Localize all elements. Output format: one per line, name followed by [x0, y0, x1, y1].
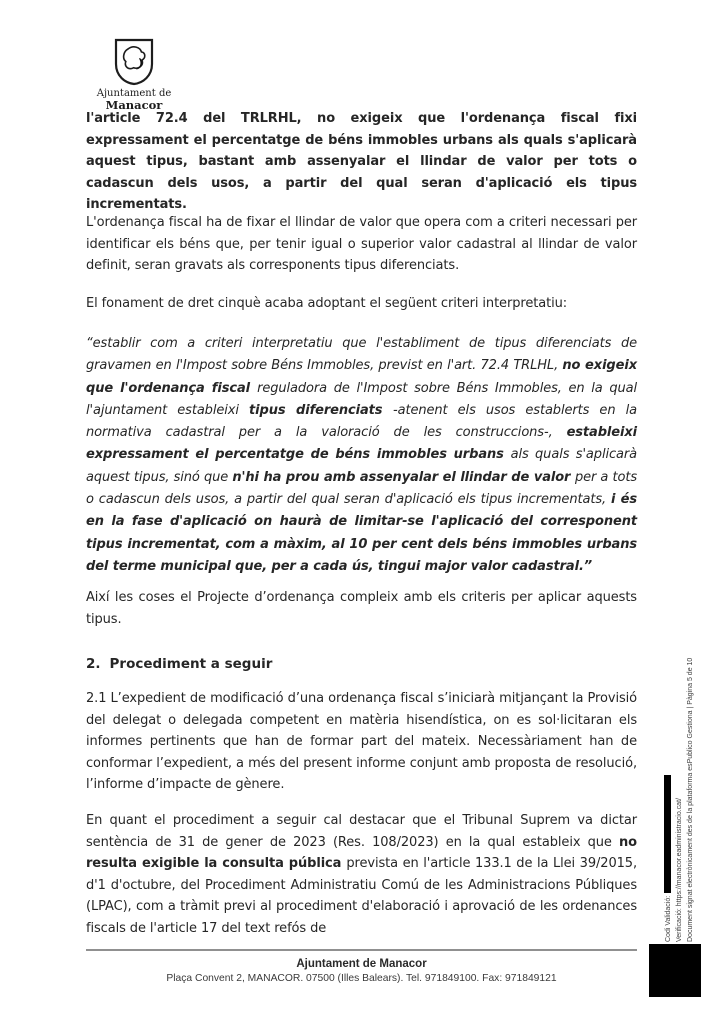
- section-heading-text: Procediment a seguir: [109, 656, 273, 672]
- section-heading-procediment: [86, 655, 637, 673]
- blockquote-criteri-interpretatiu: “establir com a criteri interpretatiu que l'establiment de tipus diferenciats de gravamen en l'Impost sobre Béns Immobles, previst en l'art. 72.4 TRLHL, no exigeix que l'ordenança fiscal reguladora de l'Impost sobre Béns Immobles, en la qual l'ajuntament estableixi tipus diferenciats -atenent els usos establerts en la normativa cadastral per a la valoració de les construccions-, estableixi expressament el percentatge de béns immobles urbans als quals s'aplicarà aquest tipus, sinó que n'hi ha prou amb assenyalar el llindar de valor per a tots o cadascun dels usos, a partir del qual seran d'aplicació els tipus incrementats, i és en la fase d'aplicació on haurà de limitar-se l'aplicació del corresponent tipus incrementat, com a màxim, al 10 per cent dels béns immobles urbans del terme municipal que, per a cada ús, tingui major valor cadastral.”: [86, 336, 638, 574]
- paragraph-intro-bold: l'article 72.4 del TRLRHL, no exigeix que l'ordenança fiscal fixi expressament el percentatge de béns immobles urbans als quals s'aplicarà aquest tipus, bastant amb assenyalar el llindar de valor per tots o cadascun dels usos, a partir del qual seran d'aplicació els tipus incrementats.: [86, 111, 637, 212]
- validation-code-label: Codi Validació:: [665, 895, 672, 942]
- paragraph-tribunal-suprem: En quant el procediment a seguir cal destacar que el Tribunal Suprem va dictar sentència de 31 de gener de 2023 (Res. 108/2023) en la qual estableix que no resulta exigible la consulta pública prevista en l'article 133.1 de la Llei 39/2015, d'1 d'octubre, del Procediment Administratiu Comú de les Administracions Públiques (LPAC), com a tràmit previ al procediment d'elaboració i aprovació de les ordenances fiscals de l'article 17 del text refós de: [86, 813, 638, 936]
- paragraph-fonament: El fonament de dret cinquè acaba adoptant el següent criteri interpretatiu:: [86, 296, 568, 311]
- logo-org-city: Manacor: [105, 98, 163, 112]
- validation-code-redaction: [664, 775, 671, 893]
- manacor-coat-of-arms-icon: [88, 38, 180, 86]
- paragraph-2-1-expedient: 2.1 L’expedient de modificació d’una ordenança fiscal s’iniciarà mitjançant la Provisió del delegat o delegada competent en matèria hisendística, on es sol·licitaran els informes pertinents que han de formar part del mateix. Necessàriament han de conformar l’expedient, a més del present informe conjunt amb proposta de resolució, l’informe d’impacte de gènere.: [86, 691, 637, 792]
- header-logo: [88, 38, 180, 111]
- sidebar-validation-meta: [663, 636, 697, 942]
- verification-url-line: Verificació: https://manacor.eadministracio.cat/: [676, 798, 683, 942]
- paragraph-llindar: L'ordenança fiscal ha de fixar el llindar de valor que opera com a criteri necessari per identificar els béns que, per tenir igual o superior valor cadastral al llindar de valor definit, seran gravats als corresponents tipus diferenciats.: [86, 215, 637, 273]
- footer-divider: [86, 949, 637, 951]
- qr-redaction-block: [649, 944, 701, 997]
- section-heading-number: 2.: [86, 656, 101, 672]
- footer-org-name: Ajuntament de Manacor: [296, 958, 427, 970]
- signature-note-line: Document signat electrònicament des de la plataforma esPublico Gestiona | Pàgina 5 de 10: [687, 657, 694, 942]
- validation-code-line: [663, 636, 674, 942]
- paragraph-aixi-les-coses: Així les coses el Projecte d’ordenança compleix amb els criteris per aplicar aquests tipus.: [86, 590, 637, 627]
- footer-address: Plaça Convent 2, MANACOR. 07500 (Illes Balears). Tel. 971849100. Fax: 971849121: [166, 973, 557, 984]
- logo-org-name: Ajuntament de: [96, 88, 172, 99]
